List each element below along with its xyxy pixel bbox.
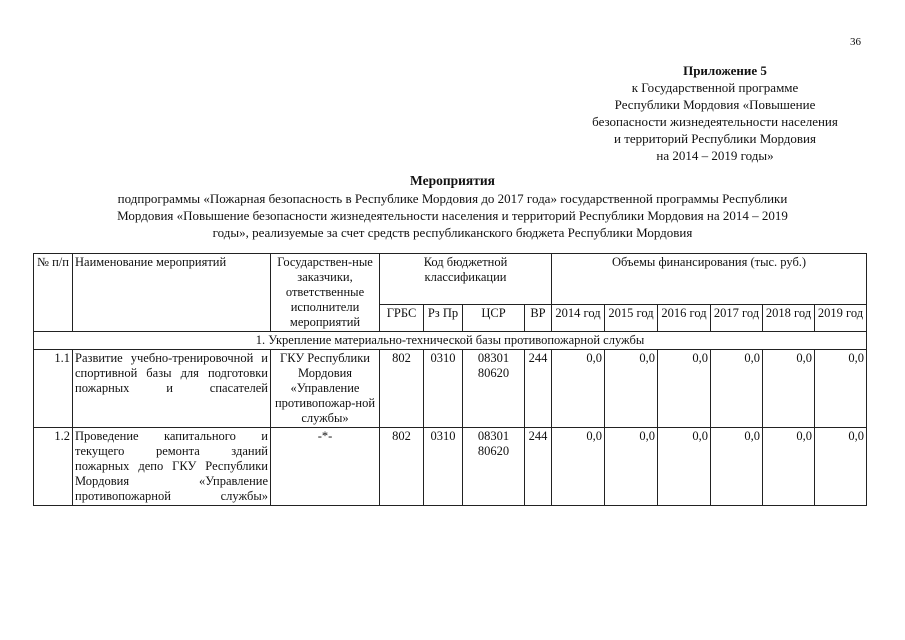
header-grbs: ГРБС: [380, 305, 424, 332]
row-value: 0,0: [815, 350, 867, 428]
row-value: 0,0: [552, 350, 605, 428]
header-year: 2014 год: [552, 305, 605, 332]
document-title: Мероприятия: [410, 173, 495, 188]
row-value: 0,0: [658, 350, 711, 428]
row-rzpr: 0310: [424, 428, 463, 506]
header-customers: Государствен-ные заказчики, ответственные исполнители мероприятий: [271, 254, 380, 332]
row-name: Развитие учебно-тренировочной и спортивной базы для подготовки пожарных и спасателей: [73, 350, 271, 428]
row-value: 0,0: [711, 428, 763, 506]
table-row: [34, 428, 867, 506]
row-name: Проведение капитального и текущего ремонта зданий пожарных депо ГКУ Республики Мордовия «Управление противопожарной службы»: [73, 428, 271, 506]
row-value: 0,0: [552, 428, 605, 506]
header-year: 2015 год: [605, 305, 658, 332]
subtitle-line: Мордовия «Повышение безопасности жизнедеятельности населения и территорий Республики Мордовия на 2014 – 2019: [117, 208, 788, 223]
row-value: 0,0: [763, 428, 815, 506]
row-rzpr: 0310: [424, 350, 463, 428]
header-rzpr: Рз Пр: [424, 305, 463, 332]
row-value: 0,0: [605, 350, 658, 428]
appendix-line: на 2014 – 2019 годы»: [656, 148, 774, 163]
page-number: 36: [850, 36, 861, 48]
header-csr: ЦСР: [463, 305, 525, 332]
row-grbs: 802: [380, 350, 424, 428]
subtitle-line: годы», реализуемые за счет средств республиканского бюджета Республики Мордовия: [212, 225, 693, 240]
section-heading: 1. Укрепление материально-технической базы противопожарной службы: [34, 332, 867, 350]
row-value: 0,0: [658, 428, 711, 506]
row-num: 1.1: [34, 350, 73, 428]
row-vr: 244: [525, 350, 552, 428]
row-grbs: 802: [380, 428, 424, 506]
header-year: 2016 год: [658, 305, 711, 332]
appendix-line: и территорий Республики Мордовия: [613, 131, 816, 146]
table-row: [34, 350, 867, 428]
appendix-line: Республики Мордовия «Повышение: [614, 97, 816, 112]
appendix-title: Приложение 5: [683, 63, 767, 78]
appendix-block: [560, 62, 870, 164]
header-num: № п/п: [34, 254, 73, 332]
row-customer: -*-: [271, 428, 380, 506]
row-value: 0,0: [815, 428, 867, 506]
row-csr: 08301 80620: [463, 350, 525, 428]
appendix-line: к Государственной программе: [631, 80, 799, 95]
row-num: 1.2: [34, 428, 73, 506]
row-value: 0,0: [711, 350, 763, 428]
appendix-line: безопасности жизнедеятельности населения: [592, 114, 838, 129]
header-year: 2018 год: [763, 305, 815, 332]
activities-table: [33, 253, 867, 506]
header-year: 2017 год: [711, 305, 763, 332]
row-value: 0,0: [763, 350, 815, 428]
header-financing: Объемы финансирования (тыс. руб.): [552, 254, 867, 305]
row-value: 0,0: [605, 428, 658, 506]
header-budget-code: Код бюджетной классификации: [380, 254, 552, 305]
row-vr: 244: [525, 428, 552, 506]
row-csr: 08301 80620: [463, 428, 525, 506]
header-year: 2019 год: [815, 305, 867, 332]
header-vr: ВР: [525, 305, 552, 332]
document-subtitle: [45, 190, 860, 241]
header-name: Наименование мероприятий: [73, 254, 271, 332]
subtitle-line: подпрограммы «Пожарная безопасность в Республике Мордовия до 2017 года» государственной программы Республики: [117, 191, 788, 206]
row-customer: ГКУ Республики Мордовия «Управление противопожар-ной службы»: [271, 350, 380, 428]
